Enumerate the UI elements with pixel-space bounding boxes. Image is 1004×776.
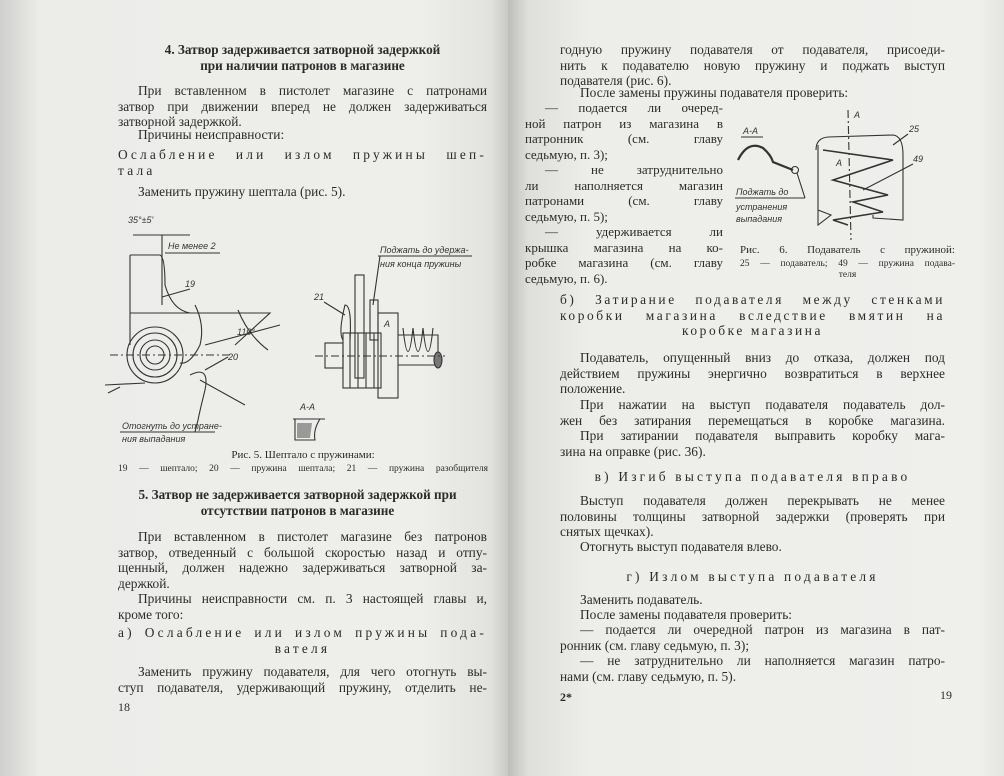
fig5-section-mark: А (384, 319, 391, 329)
text-line: Причины неисправности см. п. 3 настоящей главы и, (138, 591, 487, 606)
paragraph (118, 184, 487, 200)
text-line: Причины неисправности: (138, 127, 285, 142)
text-line: при наличии патронов в магазине (200, 57, 405, 73)
paragraph (118, 83, 487, 130)
fig5-angle-110: 110° (237, 327, 255, 337)
fig5-part-21: 21 (314, 292, 325, 302)
fig5-note-press-1: Поджать до удержа- (380, 245, 469, 255)
check-list (525, 101, 723, 287)
fig6-note-2: устранения (736, 202, 788, 212)
paragraph (560, 428, 945, 459)
text-line: подавателя (рис. 6). (560, 73, 672, 88)
text-line: ли наполняется магазин (525, 177, 723, 193)
text-line: затвор, отведенный с большой скоростью назад и отпу- (118, 544, 487, 560)
text-line: тала (118, 162, 156, 178)
text-line: коробки магазина вследствие вмятин на (560, 307, 945, 323)
text-line: После замены подавателя проверить: (580, 607, 793, 622)
figure-6-legend (740, 259, 955, 281)
text-line: Заменить пружину шептала (рис. 5). (138, 184, 346, 199)
text-line: вателя (274, 640, 331, 656)
text-line: щенный, должен надежно задерживаться затворной за- (118, 560, 487, 575)
text-line: г) Излом выступа подавателя (626, 569, 879, 584)
fig6-section-label: А-А (743, 126, 759, 136)
fig5-note-bend-2: ния выпадания (122, 434, 186, 444)
fig6-note-3: выпадания (736, 214, 783, 224)
text-line: седьмую, п. 6). (525, 270, 608, 286)
text-line: в) Изгиб выступа подавателя вправо (594, 469, 911, 484)
text-line: нами (см. главу седьмую, п. 5). (560, 668, 737, 684)
paragraph (560, 592, 945, 608)
text-line: зина на оправке (рис. 36). (560, 443, 706, 459)
text-line: крышка магазина на ко- (525, 239, 723, 255)
fig6-part-49: 49 (913, 154, 924, 164)
text-line: снятых щечках). (560, 524, 654, 539)
fig5-note-press-2: ния конца пружины (380, 259, 462, 269)
paragraph (560, 493, 945, 540)
figure-6-caption (740, 243, 955, 259)
text-line: — не затруднительно (545, 162, 723, 177)
text-line: Подаватель, опущенный вниз до отказа, должен под (580, 350, 945, 365)
paragraph (118, 127, 487, 143)
fig5-angle-label: 35°±5' (128, 215, 154, 225)
paragraph (560, 653, 945, 684)
page-number: 19 (940, 688, 952, 702)
cause-heading (118, 147, 487, 178)
text-line: годную пружину подавателя от подавателя, присоеди- (560, 42, 945, 57)
signature-mark: 2* (560, 690, 572, 704)
text-line: нить к подавателю новую пружину и поджать выступ (560, 57, 945, 73)
text-line: Заменить подаватель. (580, 592, 703, 607)
text-line: патронами (см. главу (525, 193, 723, 208)
text-line: — подается ли очеред- (545, 100, 723, 115)
paragraph (560, 350, 945, 397)
text-line: кроме того: (118, 606, 184, 622)
fig6-note-1: Поджать до (736, 187, 789, 197)
text-line: При затирании подавателя выправить коробку мага- (580, 428, 945, 443)
text-line: ступ подавателя, удерживающий пружину, отделить не- (118, 679, 487, 695)
fig6-section-mark-top: А (854, 110, 861, 120)
paragraph (560, 85, 945, 101)
text-line: половины толщины затворной задержки (проверять при (560, 508, 945, 524)
fig5-part-20: 20 (228, 352, 239, 362)
text-line: действием пружины энергично возвратиться в верхнее (560, 365, 945, 381)
fig6-part-25: 25 (909, 124, 920, 134)
section-heading-4 (110, 42, 495, 73)
section-heading-5 (100, 487, 495, 518)
figure-5-drawing (100, 205, 500, 447)
figure-6-drawing (733, 100, 958, 240)
text-line: б) Затирание подавателя между стенками (560, 292, 945, 307)
text-line: затворной задержкой. (118, 114, 242, 129)
text-line: Заменить пружину подавателя, для чего отогнуть вы- (138, 664, 487, 679)
text-line: патронник (см. главу (525, 131, 723, 146)
paragraph (118, 664, 487, 695)
page-number: 18 (118, 700, 130, 714)
text-line: коробке магазина (681, 323, 824, 338)
text-line: седьмую, п. 3); (525, 146, 608, 162)
legend-text: 25 — подаватель; 49 — пружина подава- (740, 259, 955, 269)
text-line: затвор при движении вперед не должен задерживаться (118, 98, 487, 114)
text-line: Отогнуть выступ подавателя влево. (580, 539, 782, 554)
text-line: ной патрон из магазина в (525, 115, 723, 131)
caption-text: Рис. 6. Подаватель с пружиной: (740, 244, 955, 256)
text-line: При вставленном в пистолет магазине без патронов (138, 529, 487, 544)
legend-text: 19 — шептало; 20 — пружина шептала; 21 — пружина разобщителя (118, 464, 488, 474)
paragraph (560, 539, 945, 555)
legend-text: теля (838, 270, 857, 280)
text-line: — не затруднительно ли наполняется магазин патро- (580, 653, 945, 668)
text-line: При нажатии на выступ подавателя подаватель дол- (580, 397, 945, 412)
paragraph (118, 591, 487, 622)
cause-heading (560, 469, 945, 485)
text-line: 4. Затвор задерживается затворной задержкой (164, 42, 441, 57)
paragraph (118, 529, 487, 591)
paragraph (560, 622, 945, 653)
text-line: Ослабление или излом пружины шеп- (118, 147, 487, 162)
paragraph (560, 607, 945, 623)
text-line: положение. (560, 381, 626, 396)
text-line: ронник (см. главу седьмую, п. 3); (560, 637, 750, 653)
fig5-part-19: 19 (185, 279, 196, 289)
fig5-section-label: А-А (300, 402, 316, 412)
fig6-section-mark: А (836, 158, 843, 168)
text-line: — подается ли очередной патрон из магазина в пат- (580, 622, 945, 637)
right-page (508, 0, 1004, 776)
text-line: 5. Затвор не задерживается затворной задержкой при (138, 487, 457, 502)
figure-5-legend (118, 462, 488, 478)
paragraph (560, 42, 945, 89)
cause-heading (560, 569, 945, 585)
text-line: После замены пружины подавателя проверить: (580, 85, 849, 100)
text-line: отсутствии патронов в магазине (200, 502, 395, 518)
cause-heading (560, 292, 945, 339)
text-line: робке магазина (см. главу (525, 255, 723, 270)
text-line: седьмую, п. 5); (525, 208, 608, 224)
caption-text: Рис. 5. Шептало с пружинами: (231, 449, 375, 461)
text-line: а) Ослабление или излом пружины пода- (118, 625, 487, 640)
text-line: жен без затирания перемещаться в коробке магазина. (560, 412, 945, 428)
text-line: держкой. (118, 575, 170, 591)
text-line: Выступ подавателя должен перекрывать не менее (580, 493, 945, 508)
text-line: — удерживается ли (545, 224, 723, 239)
paragraph (560, 397, 945, 428)
cause-heading (118, 625, 487, 656)
fig5-min-label: Не менее 2 (168, 241, 216, 251)
fig5-note-bend-1: Отогнуть до устране- (122, 421, 222, 431)
text-line: При вставленном в пистолет магазине с патронами (138, 83, 487, 98)
